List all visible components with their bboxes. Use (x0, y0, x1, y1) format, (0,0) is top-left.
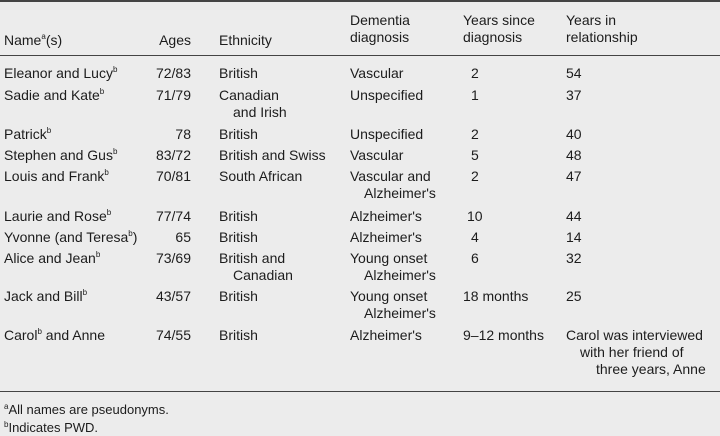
row-ages: 70/81 (155, 168, 191, 184)
row-years-in-relationship: 54 (566, 65, 582, 81)
row-name: Patrick$^b$ (4, 126, 52, 142)
row-years-since: 2 (471, 126, 479, 142)
row-dementia: Young onset Alzheimer's (350, 288, 436, 321)
row-dementia: Alzheimer's (350, 229, 422, 245)
row-dementia: Young onset Alzheimer's (350, 250, 436, 283)
row-ages: 73/69 (155, 250, 191, 266)
row-years-in-relationship: 37 (566, 87, 582, 103)
row-years-since: 2 (471, 168, 479, 184)
row-ages: 83/72 (155, 147, 191, 163)
row-name: Yvonne (and Teresa$^b$) (4, 229, 138, 245)
table-top-rule (0, 0, 720, 2)
header-years-since-diagnosis: Years since diagnosis (463, 12, 535, 45)
row-name: Jack and Bill$^b$ (4, 288, 88, 304)
row-name: Eleanor and Lucy$^b$ (4, 65, 118, 81)
row-dementia: Vascular (350, 65, 404, 81)
row-dementia: Vascular (350, 147, 404, 163)
table-header-rule (0, 55, 720, 56)
row-dementia: Unspecified (350, 126, 424, 142)
row-years-in-relationship: 32 (566, 250, 582, 266)
header-dementia-diagnosis: Dementia diagnosis (350, 12, 410, 45)
row-ages: 72/83 (155, 65, 191, 81)
row-years-since: 18 months (463, 288, 529, 304)
row-ethnicity: British (219, 327, 258, 343)
row-years-in-relationship: 48 (566, 147, 582, 163)
row-ethnicity: British (219, 65, 258, 81)
row-ages: 65 (175, 229, 191, 245)
row-years-since: 5 (471, 147, 479, 163)
row-years-since: 10 (467, 208, 483, 224)
row-ages: 71/79 (155, 87, 191, 103)
table-bottom-rule (0, 391, 720, 392)
row-name: Alice and Jean$^b$ (4, 250, 101, 266)
row-name: Louis and Frank$^b$ (4, 168, 109, 184)
row-name: Sadie and Kate$^b$ (4, 87, 105, 103)
footnote-pseudonyms: $^a$All names are pseudonyms. (4, 402, 169, 417)
row-years-since: 6 (471, 250, 479, 266)
row-years-since: 2 (471, 65, 479, 81)
row-years-in-relationship: 14 (566, 229, 582, 245)
row-ages: 74/55 (155, 327, 191, 343)
row-ethnicity: British (219, 229, 258, 245)
row-name: Stephen and Gus$^b$ (4, 147, 118, 163)
row-name: Carol$^b$ and Anne (4, 327, 105, 343)
row-years-since: 4 (471, 229, 479, 245)
row-years-in-relationship: 47 (566, 168, 582, 184)
row-ethnicity: British (219, 208, 258, 224)
header-years-in-relationship: Years in relationship (566, 12, 638, 45)
row-ethnicity: British (219, 288, 258, 304)
row-ethnicity: Canadian and Irish (219, 87, 287, 120)
row-name: Laurie and Rose$^b$ (4, 208, 112, 224)
row-years-since: 1 (471, 87, 479, 103)
row-dementia: Unspecified (350, 87, 424, 103)
row-years-in-relationship: 44 (566, 208, 582, 224)
row-dementia: Alzheimer's (350, 208, 422, 224)
header-ages: Ages (159, 32, 191, 48)
row-ethnicity: South African (219, 168, 303, 184)
footnote-pwd: $^b$Indicates PWD. (4, 420, 99, 435)
row-dementia: Alzheimer's (350, 327, 422, 343)
row-years-in-relationship: Carol was interviewed with her friend of three years, Anne (566, 327, 706, 377)
row-ages: 77/74 (155, 208, 191, 224)
row-ethnicity: British and Canadian (219, 250, 293, 283)
row-dementia: Vascular and Alzheimer's (350, 168, 436, 201)
header-name: Name$^a$(s) (4, 32, 63, 48)
row-years-in-relationship: 25 (566, 288, 582, 304)
row-ethnicity: British and Swiss (219, 147, 326, 163)
header-ethnicity: Ethnicity (219, 32, 272, 48)
row-ages: 78 (175, 126, 191, 142)
row-ethnicity: British (219, 126, 258, 142)
row-years-in-relationship: 40 (566, 126, 582, 142)
row-ages: 43/57 (155, 288, 191, 304)
row-years-since: 9–12 months (463, 327, 544, 343)
